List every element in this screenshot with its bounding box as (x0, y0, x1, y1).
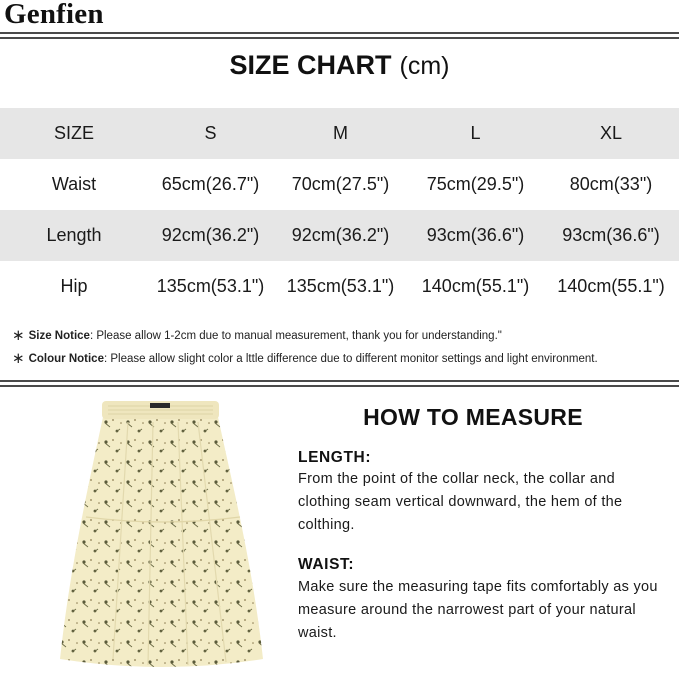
size-table (0, 108, 679, 312)
colour-notice-label: Colour Notice (28, 353, 104, 365)
table-cell: 93cm(36.6") (562, 225, 660, 245)
size-chart-unit: (cm) (399, 52, 450, 80)
table-row (0, 210, 679, 261)
table-cell: 93cm(36.6") (426, 225, 525, 245)
colour-notice (12, 349, 598, 367)
table-header-cell: SIZE (53, 123, 94, 143)
size-chart-title (0, 50, 679, 81)
mid-divider-2 (0, 385, 679, 387)
size-notice-label: Size Notice (28, 330, 90, 342)
colour-notice-text: : Please allow slight color a lttle difference due to different monitor settings and light environment. (103, 353, 598, 365)
table-header-cell: L (470, 123, 481, 143)
table-cell: 65cm(26.7") (161, 174, 260, 194)
table-cell: 75cm(29.5") (426, 174, 525, 194)
table-cell: Length (46, 225, 102, 245)
brand-logo: Genfien (4, 0, 104, 30)
top-divider-2 (0, 37, 679, 39)
table-cell: 92cm(36.2") (291, 225, 390, 245)
size-notice (12, 326, 502, 344)
asterisk-icon: ∗ (12, 350, 25, 367)
mid-divider-1 (0, 380, 679, 382)
waist-heading: WAIST: (298, 556, 355, 573)
table-header-cell: XL (599, 123, 623, 143)
waist-text: Make sure the measuring tape fits comfortably as you measure around the narrowest part of your natural waist. (298, 579, 658, 641)
table-row (0, 159, 679, 210)
table-cell: 135cm(53.1") (286, 276, 395, 296)
table-cell: Hip (60, 276, 88, 296)
table-cell: 140cm(55.1") (421, 276, 530, 296)
how-to-measure-title: HOW TO MEASURE (363, 404, 583, 430)
table-cell: 135cm(53.1") (156, 276, 265, 296)
skirt-image (58, 397, 268, 672)
table-header-row (0, 108, 679, 159)
length-heading: LENGTH: (298, 449, 372, 466)
top-divider-1 (0, 32, 679, 34)
table-cell: Waist (51, 174, 97, 194)
table-cell: 140cm(55.1") (557, 276, 665, 296)
size-chart-heading: SIZE CHART (229, 50, 392, 80)
size-notice-text: : Please allow 1-2cm due to manual measurement, thank you for understanding." (89, 330, 502, 342)
table-cell: 70cm(27.5") (291, 174, 390, 194)
table-header-cell: S (204, 123, 217, 143)
length-text: From the point of the collar neck, the collar and clothing seam vertical downward, the hem of the colthing. (298, 471, 623, 533)
table-row (0, 261, 679, 312)
table-cell: 80cm(33") (569, 174, 653, 194)
asterisk-icon: ∗ (12, 327, 25, 344)
table-cell: 92cm(36.2") (161, 225, 260, 245)
table-header-cell: M (333, 123, 348, 143)
